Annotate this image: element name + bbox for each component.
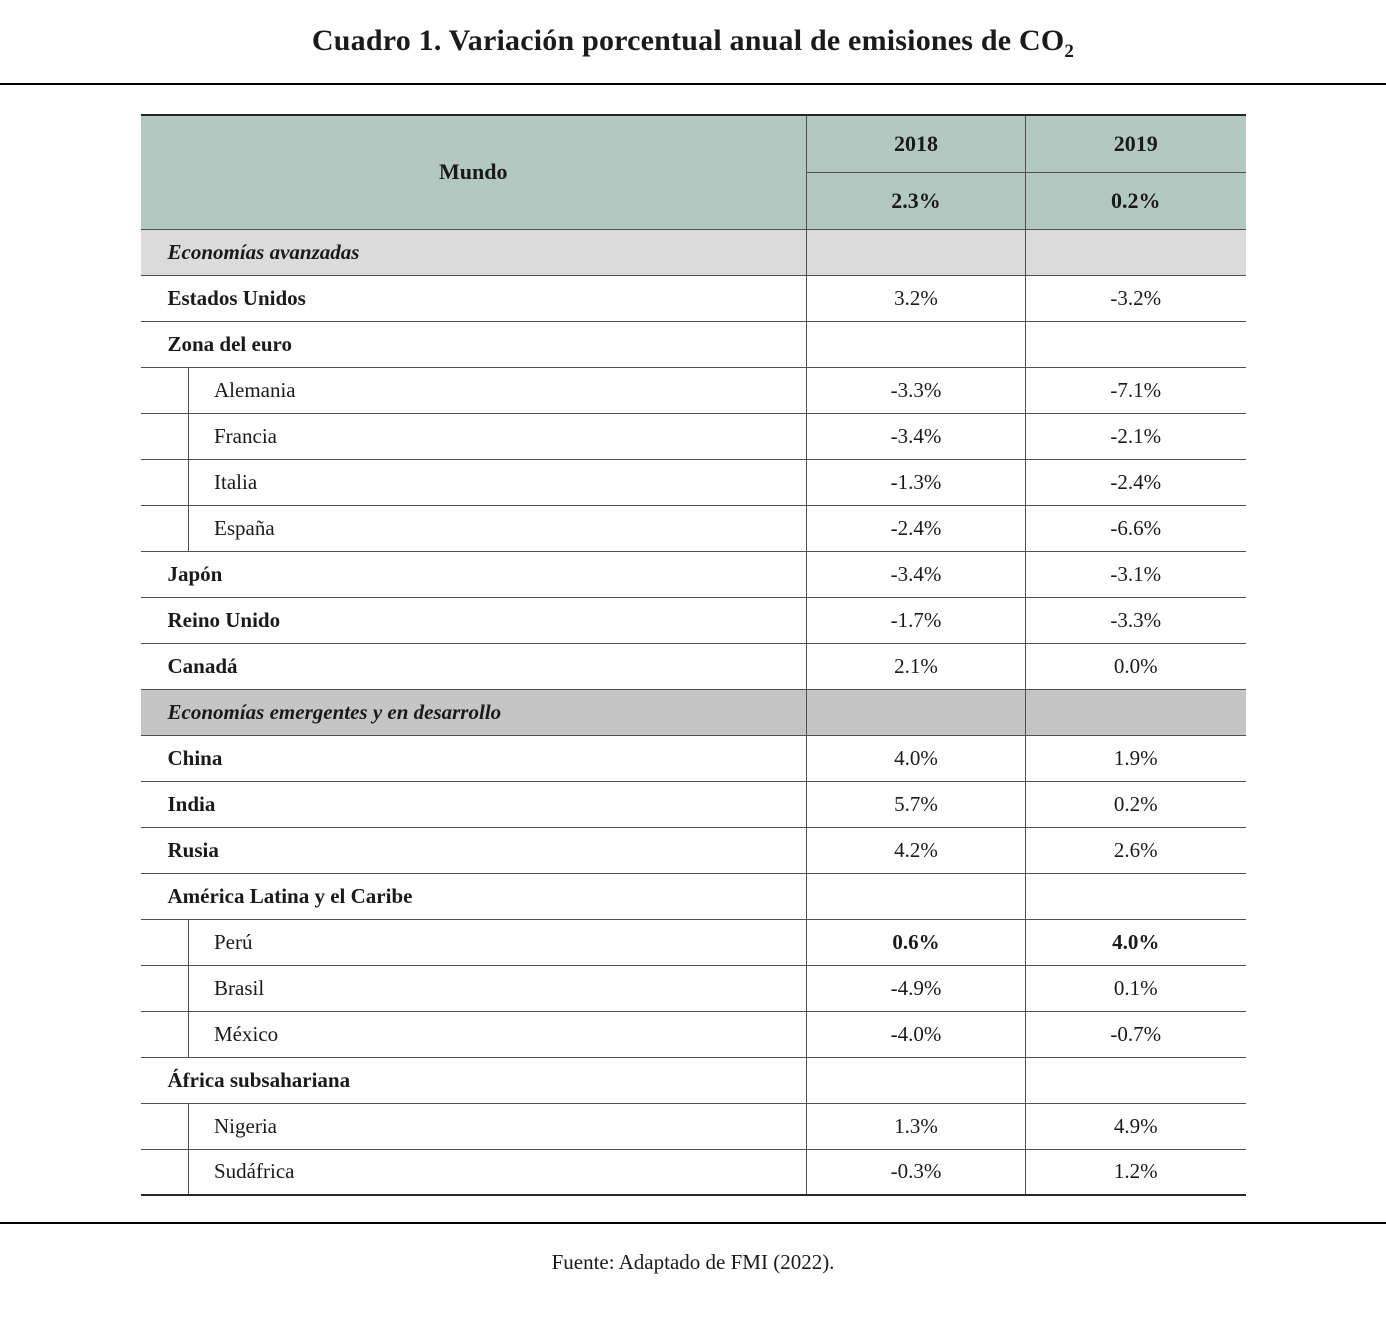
source-note: Fuente: Adaptado de FMI (2022). [551,1250,835,1274]
country-label: Reino Unido [141,597,807,643]
country-row [141,413,1246,459]
value-2019: 0.1% [1026,965,1246,1011]
country-label: India [141,781,807,827]
country-row [141,781,1246,827]
section-label: Economías emergentes y en desarrollo [141,689,807,735]
country-label: Estados Unidos [141,275,807,321]
value-2018: 1.3% [807,1103,1026,1149]
world-value-2019: 0.2% [1026,172,1246,229]
country-row [141,551,1246,597]
co2-table [141,114,1246,1196]
indent-cell [141,965,189,1011]
country-label: Zona del euro [141,321,807,367]
title-subscript: 2 [1064,41,1075,62]
country-row [141,873,1246,919]
value-2019: -0.7% [1026,1011,1246,1057]
value-2018 [807,321,1026,367]
section-empty-2018 [807,689,1026,735]
value-2019: -3.3% [1026,597,1246,643]
section-empty-2019 [1026,229,1246,275]
country-row [141,1103,1246,1149]
value-2018: 4.2% [807,827,1026,873]
world-value-2018: 2.3% [807,172,1026,229]
value-2019: 4.9% [1026,1103,1246,1149]
value-2019: -6.6% [1026,505,1246,551]
country-row [141,1057,1246,1103]
country-row [141,275,1246,321]
value-2018: -4.0% [807,1011,1026,1057]
country-label: África subsahariana [141,1057,807,1103]
indent-cell [141,459,189,505]
section-empty-2018 [807,229,1026,275]
country-row [141,597,1246,643]
country-row [141,367,1246,413]
indent-cell [141,1149,189,1195]
country-label: Rusia [141,827,807,873]
country-label: Italia [189,459,807,505]
country-label: Francia [189,413,807,459]
country-row [141,505,1246,551]
table-header [141,115,1246,229]
country-row [141,735,1246,781]
value-2019: 0.2% [1026,781,1246,827]
indent-cell [141,367,189,413]
country-label: Sudáfrica [189,1149,807,1195]
indent-cell [141,919,189,965]
country-row [141,1011,1246,1057]
value-2019: -3.1% [1026,551,1246,597]
indent-cell [141,1103,189,1149]
indent-cell [141,505,189,551]
value-2018 [807,1057,1026,1103]
value-2018: -3.3% [807,367,1026,413]
table-wrap [141,114,1246,1196]
value-2019 [1026,873,1246,919]
value-2019: -7.1% [1026,367,1246,413]
value-2018: 4.0% [807,735,1026,781]
header-row-years [141,115,1246,172]
country-label: Nigeria [189,1103,807,1149]
value-2018 [807,873,1026,919]
country-row [141,919,1246,965]
value-2018: -0.3% [807,1149,1026,1195]
country-label: Japón [141,551,807,597]
year-2018-header: 2018 [807,115,1026,172]
value-2018: 3.2% [807,275,1026,321]
section-empty-2019 [1026,689,1246,735]
country-row [141,321,1246,367]
country-label: Canadá [141,643,807,689]
value-2019: 4.0% [1026,919,1246,965]
value-2019: -2.4% [1026,459,1246,505]
country-label: México [189,1011,807,1057]
country-label: Alemania [189,367,807,413]
value-2019: 1.2% [1026,1149,1246,1195]
section-row [141,689,1246,735]
value-2018: -3.4% [807,551,1026,597]
value-2018: 0.6% [807,919,1026,965]
value-2018: -1.3% [807,459,1026,505]
country-label: Brasil [189,965,807,1011]
value-2019: 1.9% [1026,735,1246,781]
indent-cell [141,413,189,459]
country-row [141,459,1246,505]
country-row [141,965,1246,1011]
section-label: Economías avanzadas [141,229,807,275]
value-2019: 0.0% [1026,643,1246,689]
page-title [40,24,1346,63]
value-2019: -3.2% [1026,275,1246,321]
country-row [141,643,1246,689]
value-2019: 2.6% [1026,827,1246,873]
country-label: China [141,735,807,781]
country-label: Perú [189,919,807,965]
section-row [141,229,1246,275]
value-2018: 2.1% [807,643,1026,689]
value-2018: -4.9% [807,965,1026,1011]
country-label: América Latina y el Caribe [141,873,807,919]
country-row [141,1149,1246,1195]
country-label: España [189,505,807,551]
value-2019 [1026,321,1246,367]
world-label: Mundo [141,115,807,229]
year-2019-header: 2019 [1026,115,1246,172]
value-2018: 5.7% [807,781,1026,827]
indent-cell [141,1011,189,1057]
value-2018: -1.7% [807,597,1026,643]
value-2019: -2.1% [1026,413,1246,459]
value-2018: -3.4% [807,413,1026,459]
title-band [0,0,1386,85]
value-2019 [1026,1057,1246,1103]
table-body [141,229,1246,1195]
title-text: Cuadro 1. Variación porcentual anual de emisiones de CO [311,24,1065,57]
value-2018: -2.4% [807,505,1026,551]
country-row [141,827,1246,873]
